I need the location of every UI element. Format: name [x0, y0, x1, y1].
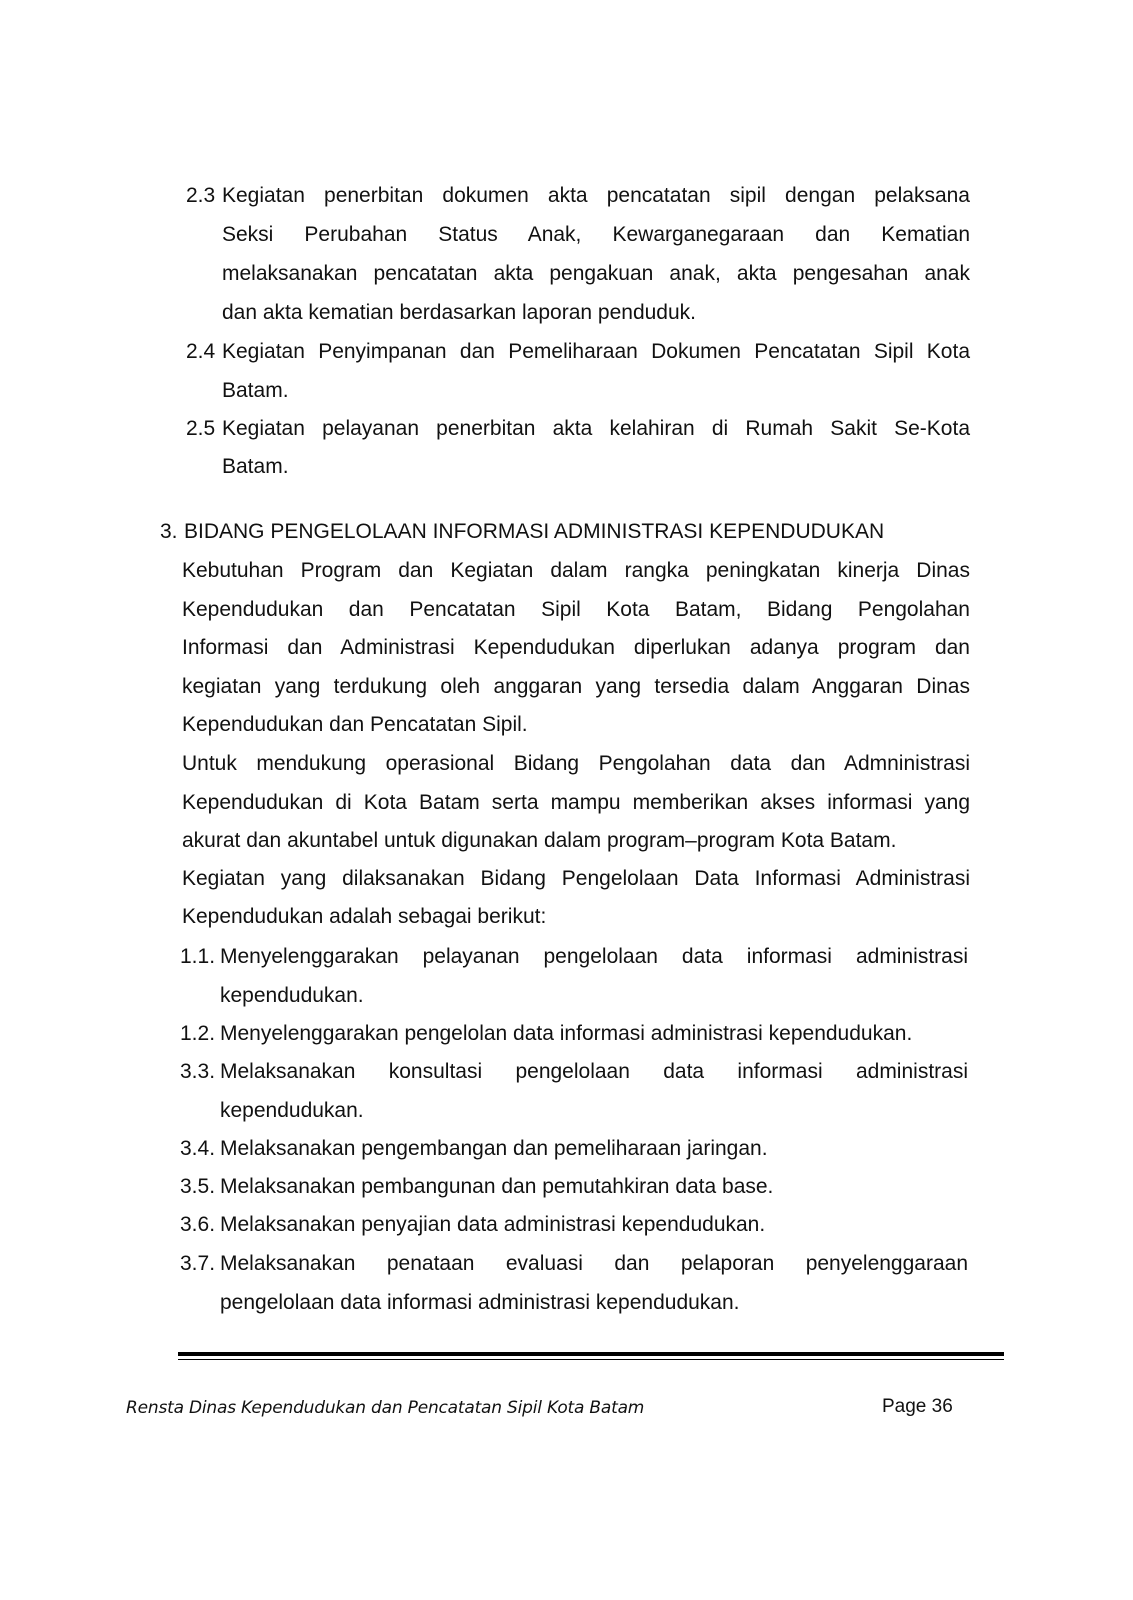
item-text-line: Batam. — [222, 455, 289, 478]
footer-rule-thick — [178, 1352, 1004, 1356]
item-text-line: melaksanakan pencatatan akta pengakuan anak, akta pengesahan anak — [222, 262, 970, 285]
item-number: 2.5 — [186, 417, 216, 440]
item-number: 2.3 — [186, 184, 216, 207]
item-text-line: Kegiatan Penyimpanan dan Pemeliharaan Dokumen Pencatatan Sipil Kota — [222, 340, 970, 363]
item-text-line: kependudukan. — [220, 1099, 364, 1122]
footer-rule-thin — [178, 1359, 1004, 1360]
item-text-line: Melaksanakan penataan evaluasi dan pelaporan penyelenggaraan — [220, 1252, 968, 1275]
item-number: 3.4. — [180, 1137, 216, 1160]
footer-page-number: Page 36 — [882, 1396, 953, 1417]
item-number: 3.3. — [180, 1060, 216, 1083]
item-text-line: Melaksanakan pembangunan dan pemutahkiran data base. — [220, 1175, 774, 1198]
paragraph-line: akurat dan akuntabel untuk digunakan dalam program–program Kota Batam. — [182, 829, 897, 852]
item-text-line: pengelolaan data informasi administrasi kependudukan. — [220, 1291, 740, 1314]
paragraph-line: Kependudukan dan Pencatatan Sipil. — [182, 713, 528, 736]
paragraph-line: Kependudukan adalah sebagai berikut: — [182, 905, 547, 928]
item-text-line: Kegiatan penerbitan dokumen akta pencatatan sipil dengan pelaksana — [222, 184, 970, 207]
item-number: 3.7. — [180, 1252, 216, 1275]
section-number: 3. — [160, 520, 178, 543]
paragraph-line: Kebutuhan Program dan Kegiatan dalam rangka peningkatan kinerja Dinas — [182, 559, 970, 582]
item-text-line: dan akta kematian berdasarkan laporan penduduk. — [222, 301, 696, 324]
paragraph-line: Kegiatan yang dilaksanakan Bidang Pengelolaan Data Informasi Administrasi — [182, 867, 970, 890]
item-text-line: Melaksanakan pengembangan dan pemeliharaan jaringan. — [220, 1137, 768, 1160]
item-text-line: Melaksanakan konsultasi pengelolaan data informasi administrasi — [220, 1060, 968, 1083]
item-number: 1.1. — [180, 945, 216, 968]
item-text-line: Batam. — [222, 379, 289, 402]
item-number: 2.4 — [186, 340, 216, 363]
item-text-line: kependudukan. — [220, 984, 364, 1007]
footer-document-title: Rensta Dinas Kependudukan dan Pencatatan Sipil Kota Batam — [126, 1398, 645, 1418]
paragraph-line: kegiatan yang terdukung oleh anggaran yang tersedia dalam Anggaran Dinas — [182, 675, 970, 698]
section-heading: BIDANG PENGELOLAAN INFORMASI ADMINISTRASI KEPENDUDUKAN — [184, 520, 885, 543]
item-text-line: Menyelenggarakan pengelolan data informasi administrasi kependudukan. — [220, 1022, 913, 1045]
item-text-line: Melaksanakan penyajian data administrasi kependudukan. — [220, 1213, 766, 1236]
paragraph-line: Kependudukan dan Pencatatan Sipil Kota Batam, Bidang Pengolahan — [182, 598, 970, 621]
paragraph-line: Informasi dan Administrasi Kependudukan diperlukan adanya program dan — [182, 636, 970, 659]
item-text-line: Kegiatan pelayanan penerbitan akta kelahiran di Rumah Sakit Se-Kota — [222, 417, 970, 440]
paragraph-line: Kependudukan di Kota Batam serta mampu memberikan akses informasi yang — [182, 791, 970, 814]
item-number: 3.5. — [180, 1175, 216, 1198]
item-text-line: Seksi Perubahan Status Anak, Kewarganegaraan dan Kematian — [222, 223, 970, 246]
item-number: 3.6. — [180, 1213, 216, 1236]
item-text-line: Menyelenggarakan pelayanan pengelolaan data informasi administrasi — [220, 945, 968, 968]
item-number: 1.2. — [180, 1022, 216, 1045]
paragraph-line: Untuk mendukung operasional Bidang Pengolahan data dan Admninistrasi — [182, 752, 970, 775]
